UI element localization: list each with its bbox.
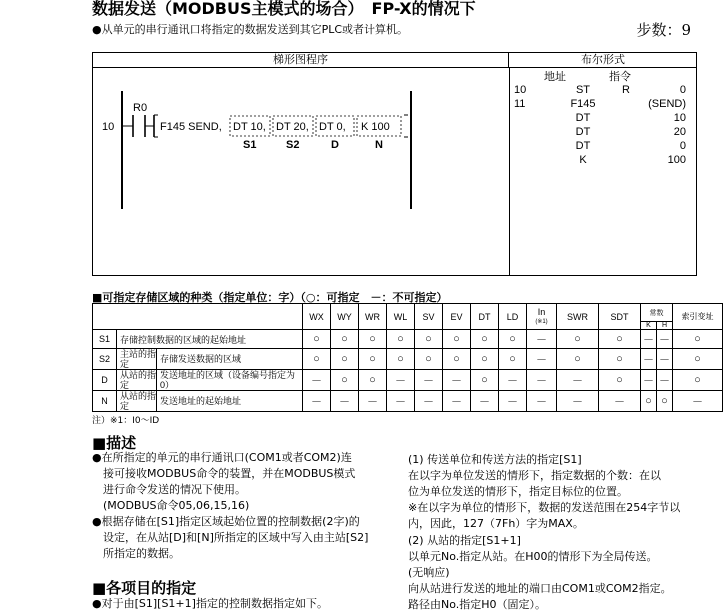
attr-col-in-label: In bbox=[537, 306, 546, 317]
attr-cell: ○ bbox=[359, 370, 387, 391]
contact-label: R0 bbox=[133, 102, 148, 114]
attr-cell: － bbox=[599, 391, 641, 412]
attr-cell: ○ bbox=[673, 349, 723, 370]
attr-col-dt: DT bbox=[471, 304, 499, 330]
boolean-header: 布尔形式 bbox=[509, 53, 697, 68]
operand-label-d: D bbox=[331, 139, 339, 151]
attr-cell: ○ bbox=[443, 330, 471, 349]
attr-cell: ○ bbox=[471, 330, 499, 349]
boolean-instr: DT bbox=[575, 112, 591, 124]
attr-cell: － bbox=[443, 391, 471, 412]
spec-line: 以单元No.指定从站。在H00的情形下为全局传送。 bbox=[408, 550, 658, 563]
spec-line: 在以字为单位发送的情形下，指定数据的个数：在以 bbox=[408, 469, 661, 482]
spec-line: ※在以字为单位的情形下，数据的发送范围在254字节以 bbox=[408, 501, 681, 514]
attr-cell: ○ bbox=[557, 330, 599, 349]
attr-table-note: 注）※1：I0～ID bbox=[92, 416, 160, 426]
spec-heading-2: (2) 从站的指定[S1+1] bbox=[408, 534, 521, 547]
ladder-diagram bbox=[93, 69, 509, 276]
boolean-instr: F145 bbox=[570, 98, 596, 110]
attr-col-h: H bbox=[657, 322, 673, 330]
attr-row-key: S2 bbox=[93, 349, 117, 370]
attr-cell: － bbox=[443, 370, 471, 391]
spec-text-2 bbox=[408, 549, 672, 611]
ladder-header: 梯形图程序 bbox=[93, 53, 509, 68]
attr-col-ld: LD bbox=[499, 304, 527, 330]
attr-cell: ○ bbox=[331, 330, 359, 349]
items-heading: ■各项目的指定 bbox=[92, 579, 197, 597]
attr-row-name: 存储控制数据的区域的起始地址 bbox=[117, 330, 303, 349]
attr-cell: － bbox=[657, 370, 673, 391]
attr-cell: ○ bbox=[599, 330, 641, 349]
attr-cell: ○ bbox=[359, 330, 387, 349]
attr-cell: － bbox=[303, 391, 331, 412]
description-line: 所指定的数据。 bbox=[92, 547, 180, 560]
boolean-addr: 11 bbox=[514, 98, 526, 110]
attr-col-wr: WR bbox=[359, 304, 387, 330]
boolean-val: 0 bbox=[679, 84, 686, 96]
attr-cell: ○ bbox=[331, 370, 359, 391]
description-line: 进行命令发送的情况下使用。 bbox=[92, 483, 246, 496]
description-line: ●在所指定的单元的串行通讯口(COM1或者COM2)连 bbox=[92, 451, 352, 464]
boolean-val: 10 bbox=[673, 112, 686, 124]
attr-cell: ○ bbox=[303, 330, 331, 349]
attr-cell: ○ bbox=[471, 349, 499, 370]
attr-cell: ○ bbox=[599, 349, 641, 370]
attr-cell: － bbox=[303, 370, 331, 391]
attr-row-key: S1 bbox=[93, 330, 117, 349]
spec-line: (无响应) bbox=[408, 566, 450, 579]
spec-text-1 bbox=[408, 468, 680, 532]
attr-header-blank bbox=[93, 304, 303, 330]
boolean-val: 20 bbox=[673, 126, 686, 138]
description-line: 接可接收MODBUS命令的装置，并在MODBUS模式 bbox=[92, 467, 356, 480]
operand-d: DT 0, bbox=[319, 121, 346, 133]
attr-col-in bbox=[527, 304, 557, 330]
attr-col-sv: SV bbox=[415, 304, 443, 330]
attr-cell: ○ bbox=[303, 349, 331, 370]
attr-cell: ○ bbox=[599, 370, 641, 391]
boolean-instr: DT bbox=[575, 126, 591, 138]
attr-cell: ○ bbox=[387, 330, 415, 349]
attr-cell: － bbox=[657, 330, 673, 349]
attr-row-station: 从站的指定 bbox=[117, 370, 157, 391]
attr-cell: － bbox=[387, 391, 415, 412]
description-line: 设定，在从站[D]和[N]所指定的区域中写入由主站[S2] bbox=[92, 531, 369, 544]
attr-cell: － bbox=[499, 370, 527, 391]
attr-cell: ○ bbox=[499, 349, 527, 370]
boolean-instr: K bbox=[579, 154, 587, 166]
spec-line: 路径由No.指定H0（固定）。 bbox=[408, 598, 547, 611]
attr-cell: － bbox=[471, 391, 499, 412]
attr-cell: － bbox=[359, 391, 387, 412]
boolean-val: (SEND) bbox=[648, 98, 686, 110]
attr-cell: － bbox=[641, 370, 657, 391]
attr-col-ev: EV bbox=[443, 304, 471, 330]
attr-table-row bbox=[93, 391, 723, 412]
boolean-instr: ST bbox=[575, 84, 591, 96]
attr-cell: － bbox=[673, 391, 723, 412]
description-text bbox=[92, 450, 368, 562]
contact-symbol bbox=[133, 115, 145, 137]
attr-row-name: 发送地址的区域（设备编号指定为0） bbox=[157, 370, 303, 391]
attr-cell: － bbox=[557, 370, 599, 391]
items-line: ●对于由[S1][S1+1]指定的控制数据指定如下。 bbox=[92, 597, 328, 610]
attr-cell: ○ bbox=[415, 330, 443, 349]
program-box bbox=[92, 52, 697, 276]
attr-table-title: ■可指定存储区域的种类（指定单位：字）（○：可指定 －：不可指定） bbox=[92, 291, 448, 304]
boolean-val: 0 bbox=[679, 140, 686, 152]
attr-row-station: 主站的指定 bbox=[117, 349, 157, 370]
attr-cell: ○ bbox=[471, 370, 499, 391]
attr-col-wy: WY bbox=[331, 304, 359, 330]
boolean-val: 100 bbox=[667, 154, 686, 166]
spec-line: 向从站进行发送的地址的端口由COM1或COM2指定。 bbox=[408, 582, 672, 595]
attr-cell: ○ bbox=[359, 349, 387, 370]
spec-line: 位为单位发送的情形下，指定目标位的位置。 bbox=[408, 485, 628, 498]
description-line: ●根据存储在[S1]指定区域起始位置的控制数据(2字)的 bbox=[92, 515, 360, 528]
attr-cell: － bbox=[641, 349, 657, 370]
attr-table-body bbox=[93, 330, 723, 412]
attr-cell: ○ bbox=[641, 391, 657, 412]
page-subtitle: ●从单元的串行通讯口将指定的数据发送到其它PLC或者计算机。 bbox=[92, 23, 409, 36]
ladder-step-number: 10 bbox=[102, 121, 115, 133]
steps-label: 步数：9 bbox=[636, 21, 691, 39]
operand-label-s2: S2 bbox=[286, 139, 300, 151]
operand-n: K 100 bbox=[361, 121, 390, 133]
operand-label-s1: S1 bbox=[243, 139, 257, 151]
attr-cell: ○ bbox=[415, 349, 443, 370]
attr-cell: ○ bbox=[499, 330, 527, 349]
attr-cell: － bbox=[527, 330, 557, 349]
instruction-label: F145 SEND, bbox=[160, 121, 222, 133]
attr-col-in-note: (※1) bbox=[535, 318, 548, 325]
attr-cell: － bbox=[657, 349, 673, 370]
attr-cell: － bbox=[499, 391, 527, 412]
attr-cell: － bbox=[527, 370, 557, 391]
attr-cell: ○ bbox=[331, 349, 359, 370]
attr-cell: ○ bbox=[557, 349, 599, 370]
operand-s2: DT 20, bbox=[276, 121, 309, 133]
spec-heading-1: (1) 传送单位和传送方法的指定[S1] bbox=[408, 453, 582, 466]
spec-line: 内，因此，127（7Fh）字为MAX。 bbox=[408, 517, 584, 530]
boolean-col-instruction: 指令 bbox=[609, 70, 631, 83]
attr-table-row bbox=[93, 370, 723, 391]
attr-cell: － bbox=[415, 391, 443, 412]
attr-row-station: 从站的指定 bbox=[117, 391, 157, 412]
attr-row-name: 存储发送数据的区域 bbox=[157, 349, 303, 370]
page-title: 数据发送（MODBUS主模式的场合） FP-X的情况下 bbox=[92, 0, 476, 18]
attr-row-key: N bbox=[93, 391, 117, 412]
attr-cell: － bbox=[557, 391, 599, 412]
attr-cell: ○ bbox=[443, 349, 471, 370]
description-line: (MODBUS命令05,06,15,16) bbox=[92, 499, 250, 512]
boolean-instr: DT bbox=[575, 140, 591, 152]
attr-cell: ○ bbox=[657, 391, 673, 412]
attr-cell: ○ bbox=[673, 370, 723, 391]
attr-table-row bbox=[93, 349, 723, 370]
attr-cell: － bbox=[331, 391, 359, 412]
attr-cell: － bbox=[527, 391, 557, 412]
operand-label-n: N bbox=[375, 139, 383, 151]
description-heading: ■描述 bbox=[92, 434, 137, 452]
attr-cell: － bbox=[527, 349, 557, 370]
attr-col-wx: WX bbox=[303, 304, 331, 330]
attr-table-row bbox=[93, 330, 723, 349]
attr-col-index: 索引变址 bbox=[673, 304, 723, 330]
boolean-op: R bbox=[622, 84, 630, 96]
attr-cell: ○ bbox=[673, 330, 723, 349]
attr-row-name: 发送地址的起始地址 bbox=[157, 391, 303, 412]
operand-s1: DT 10, bbox=[233, 121, 266, 133]
attr-table bbox=[92, 303, 723, 412]
attr-cell: － bbox=[387, 370, 415, 391]
attr-col-k: K bbox=[641, 322, 657, 330]
attr-cell: － bbox=[641, 330, 657, 349]
attr-col-wl: WL bbox=[387, 304, 415, 330]
attr-col-swr: SWR bbox=[557, 304, 599, 330]
attr-col-const: 常数 bbox=[641, 304, 673, 322]
attr-cell: － bbox=[415, 370, 443, 391]
program-divider bbox=[509, 68, 510, 276]
attr-row-key: D bbox=[93, 370, 117, 391]
boolean-addr: 10 bbox=[514, 84, 527, 96]
attr-cell: ○ bbox=[387, 349, 415, 370]
attr-col-sdt: SDT bbox=[599, 304, 641, 330]
boolean-col-address: 地址 bbox=[544, 70, 566, 83]
